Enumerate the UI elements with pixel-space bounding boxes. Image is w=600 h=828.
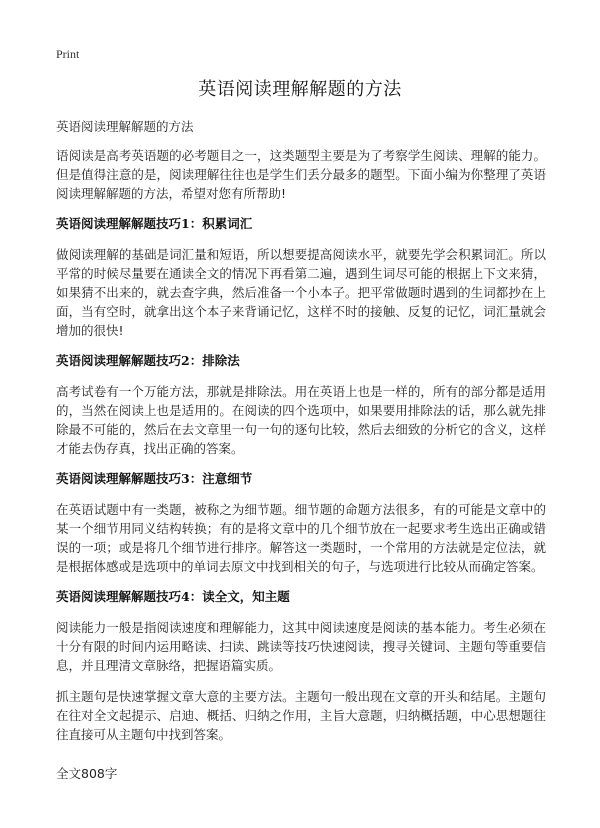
section-4-paragraph-2: 抓主题句是快速掌握文章大意的主要方法。主题句一般出现在文章的开头和结尾。主题句在往对全文起提示、启迪、概括、归纳之作用，主旨大意题，归纳概括题，中心思想题往往直接可从主题句中找到答案。	[56, 689, 546, 742]
section-heading-3: 英语阅读理解解题技巧3：注意细节	[56, 471, 253, 486]
section-heading-1: 英语阅读理解解题技巧1：积累词汇	[56, 216, 253, 231]
section-heading-4: 英语阅读理解解题技巧4：读全文，知主题	[56, 589, 290, 604]
intro-paragraph: 语阅读是高考英语题的必考题目之一，这类题型主要是为了考察学生阅读、理解的能力。但是值得注意的是，阅读理解往往也是学生们丢分最多的题型。下面小编为你整理了英语阅读理解解题的方法，希望对您有所帮助!	[56, 148, 546, 201]
section-2-paragraph-1: 高考试卷有一个万能方法，那就是排除法。用在英语上也是一样的，所有的部分都是适用的，当然在阅读上也是适用的。在阅读的四个选项中，如果要用排除法的话，那么就先排除最不可能的，然后在去文章里一句一句的逐句比较，然后去细致的分析它的含义，这样才能去伪存真，找出正确的答案。	[56, 384, 546, 456]
section-4-paragraph-1: 阅读能力一般是指阅读速度和理解能力，这其中阅读速度是阅读的基本能力。考生必须在十分有限的时间内运用略读、扫读、跳读等技巧快速阅读，搜寻关键词、主题句等重要信息，并且理清文章脉络，把握语篇实质。	[56, 620, 546, 673]
word-count: 全文808字	[56, 766, 118, 781]
section-heading-2: 英语阅读理解解题技巧2：排除法	[56, 353, 240, 368]
article-subtitle: 英语阅读理解解题的方法	[56, 119, 194, 134]
section-1-paragraph-1: 做阅读理解的基础是词汇量和短语，所以想要提高阅读水平，就要先学会积累词汇。所以平常的时候尽量要在通读全文的情况下再看第二遍，遇到生词尽可能的根据上下文来猜，如果猜不出来的，就去查字典，然后准备一个小本子。把平常做题时遇到的生词都抄在上面，当有空时，就拿出这个本子来背诵记忆，这样不时的接触、反复的记忆，词汇量就会增加的很快!	[56, 247, 546, 338]
article-body	[56, 118, 546, 756]
print-link[interactable]: Print	[56, 47, 80, 61]
page-title: 英语阅读理解解题的方法	[198, 79, 402, 100]
section-3-paragraph-1: 在英语试题中有一类题，被称之为细节题。细节题的命题方法很多，有的可能是文章中的某一个细节用同义结构转换；有的是将文章中的几个细节放在一起要求考生选出正确或错误的一项；或是将几个细节进行排序。解答这一类题时，一个常用的方法就是定位法，就是根据体感或是选项中的单词去原文中找到相关的句子，与选项进行比较从而确定答案。	[56, 502, 546, 574]
